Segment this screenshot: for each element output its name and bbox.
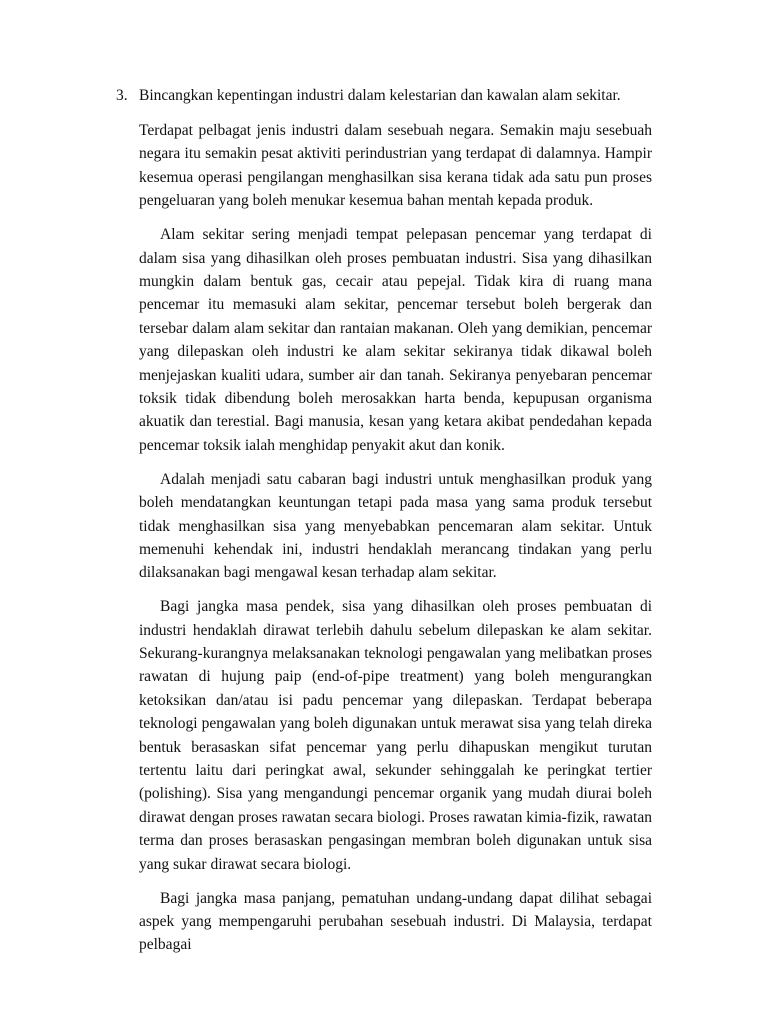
paragraph-pollution: Alam sekitar sering menjadi tempat pelepasan pencemar yang terdapat di dalam sisa yang dihasilkan oleh proses pembuatan industri. Sisa yang dihasilkan mungkin dalam bentuk gas, cecair atau pepejal. Tidak kira di ruang mana pencemar itu memasuki alam sekitar, pencemar tersebut boleh bergerak dan tersebar dalam alam sekitar dan rantaian makanan. Oleh yang demikian, pencemar yang dilepaskan oleh industri ke alam sekitar sekiranya tidak dikawal boleh menjejaskan kualiti udara, sumber air dan tanah. Sekiranya penyebaran pencemar toksik tidak dibendung boleh merosakkan harta benda, kepupusan organisma akuatik dan terestial. Bagi manusia, kesan yang ketara akibat pendedahan kepada pencemar toksik ialah menghidap penyakit akut dan konik. [139,226,652,454]
paragraph-challenge: Adalah menjadi satu cabaran bagi industri untuk menghasilkan produk yang boleh mendatangkan keuntungan tetapi pada masa yang sama produk tersebut tidak menghasilkan sisa yang menyebabkan pencemaran alam sekitar. Untuk memenuhi kehendak ini, industri hendaklah merancang tindakan yang perlu dilaksanakan bagi mengawal kesan terhadap alam sekitar. [139,470,652,582]
answer-body [139,119,652,967]
question-number: 3. [116,87,128,104]
paragraph-short-term: Bagi jangka masa pendek, sisa yang dihasilkan oleh proses pembuatan di industri hendaklah dirawat terlebih dahulu sebelum dilepaskan ke alam sekitar. Sekurang-kurangnya melaksanakan teknologi pengawalan yang melibatkan proses rawatan di hujung paip (end-of-pipe treatment) yang boleh mengurangkan ketoksikan dan/atau isi padu pencemar yang dilepaskan. Terdapat beberapa teknologi pengawalan yang boleh digunakan untuk merawat sisa yang telah direka bentuk berasaskan sifat pencemar yang perlu dihapuskan mengikut turutan tertentu laitu dari peringkat awal, sekunder sehinggalah ke peringkat tertier (polishing). Sisa yang mengandungi pencemar organik yang mudah diurai boleh dirawat dengan proses rawatan secara biologi. Proses rawatan kimia-fizik, rawatan terma dan proses berasaskan pengasingan membran boleh digunakan untuk sisa yang sukar dirawat secara biologi. [139,598,652,873]
paragraph-intro: Terdapat pelbagat jenis industri dalam sesebuah negara. Semakin maju sesebuah negara itu semakin pesat aktiviti perindustrian yang terdapat di dalamnya. Hampir kesemua operasi pengilangan menghasilkan sisa kerana tidak ada satu pun proses pengeluaran yang boleh menukar kesemua bahan mentah kepada produk. [139,122,652,210]
question-text: Bincangkan kepentingan industri dalam kelestarian dan kawalan alam sekitar. [139,87,621,104]
paragraph-long-term: Bagi jangka masa panjang, pematuhan undang-undang dapat dilihat sebagai aspek yang mempengaruhi perubahan sesebuah industri. Di Malaysia, terdapat pelbagai [139,889,652,954]
question-heading [116,86,656,106]
